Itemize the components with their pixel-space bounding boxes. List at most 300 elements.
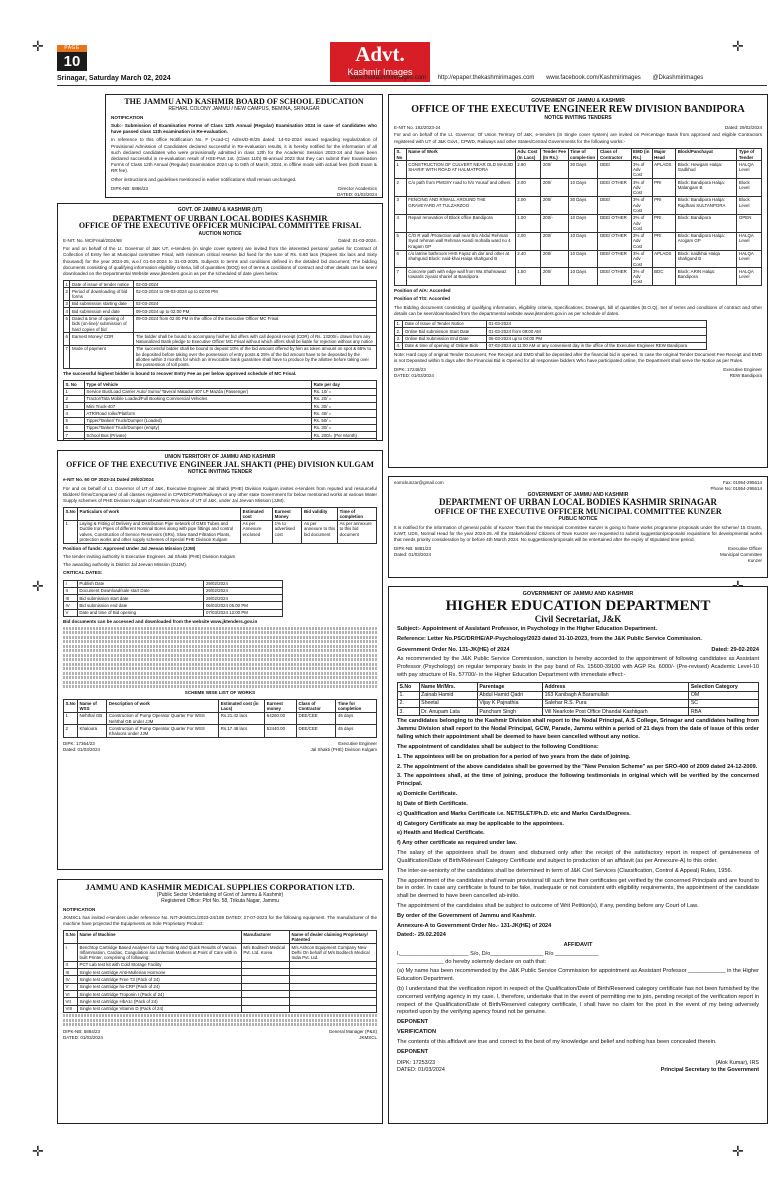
table-cell: 02-03-2024 to 09-03-2024 up to 02:00 PM — [134, 288, 377, 301]
column-header: Major Head — [652, 148, 676, 161]
date-row — [395, 342, 707, 349]
dateline: Srinagar, Saturday March 02, 2024 — [57, 75, 171, 82]
table-cell: 200/ — [541, 196, 568, 214]
contact-fax: Fax: 01954-295614 — [722, 480, 762, 485]
dipk-date: DATED: 01/03/2024 — [63, 1035, 103, 1041]
ad-notice-type: PUBLIC NOTICE — [558, 516, 598, 523]
table-cell: The bidder shall be bound to accompany his/her bid offers with call deposit receipt (CDR) of Rs. 13200/= drawn from any Nationalized Bank pledge to Executive Officer MC Frisal without which offers shall be liable for rejection without any notice — [134, 333, 377, 346]
signatory-org: JKMSCL — [359, 1035, 377, 1041]
appointee-row — [398, 691, 759, 699]
rate-row — [64, 395, 377, 402]
table-cell: PRI — [652, 214, 676, 232]
fine-print-block — [63, 645, 377, 648]
table-cell: 163 Kanibagh A Baramullah — [543, 691, 689, 699]
table-cell: C/O R wall /Protection wall near B/o Abdul Rehman Syed rehman wall Rehman Kandi mohalla ward no 4 Kragam GP — [406, 232, 515, 250]
table-cell — [241, 976, 289, 983]
fine-print-block — [63, 627, 377, 630]
column-header: Manufacturer — [241, 931, 289, 944]
table-cell: APLADS — [652, 161, 676, 179]
table-cell: 200/ — [541, 268, 568, 286]
table-cell: DEE/ OTHER — [598, 250, 631, 268]
ad-subtitle: (Public Sector Undertaking of Govt of Jammu & Kashmir) — [156, 891, 284, 898]
table-cell: 3% of Adv Cost — [631, 250, 652, 268]
column-header: Block/Panchayat — [676, 148, 737, 161]
table-cell: RBA — [689, 708, 759, 716]
column-header: Particulars of work — [78, 508, 241, 521]
dates-table — [394, 320, 707, 350]
page-number-tab — [57, 45, 87, 71]
table-cell: Repair renovation of Block office Bandipora — [406, 214, 515, 232]
affidavit-title: AFFIDAVIT — [563, 942, 593, 949]
by-order: By order of the Government of Jammu and Kashmir. — [397, 912, 536, 919]
rate-row — [64, 424, 377, 431]
table-cell — [312, 439, 377, 441]
table-cell: 6 — [64, 333, 70, 346]
table-cell — [241, 991, 289, 998]
condition-item: 2. The appointment of the above candidates shall be governed by the "New Pension Scheme" as per SRO-400 of 2009 dated 24-12-2009. — [397, 763, 758, 770]
table-cell: 07-03-2024 at 11:00 AM or any convenient day in the office of the Executive Engineer REW Bandipora — [487, 342, 707, 349]
seniority-para: The inter-se-seniority of the candidates shall be determined in term of J&K Civil Services (Classification, Control & Appeal) Rules, 1956. — [397, 867, 733, 874]
verification-heading: VERIFICATION — [397, 1029, 437, 1036]
column-header: Estimated cost (in Lacs) — [219, 700, 265, 713]
ad-signature — [63, 741, 377, 753]
fine-print-block — [63, 1019, 377, 1022]
signatory-place: Kunzer — [747, 557, 762, 563]
table-cell: 5 — [395, 232, 407, 250]
column-header: Name Mr/Mrs. — [419, 683, 477, 691]
deponent-label: DEPONENT — [397, 1019, 429, 1026]
column-header: S. No — [395, 148, 407, 161]
registration-mark-bottom-right: ✛ — [732, 1144, 744, 1160]
affidavit-line: I,______________________ S/o, D/o_________________ R/o ______________ — [397, 951, 599, 958]
table-cell — [241, 969, 289, 976]
ad-title: JAMMU AND KASHMIR MEDICAL SUPPLIES CORPORATION LTD. — [85, 882, 355, 892]
table-cell: 02-03-2024 — [134, 281, 377, 288]
fine-print-block — [63, 649, 377, 652]
table-cell: 4. — [395, 342, 403, 349]
table-cell: 2.40 — [515, 250, 541, 268]
table-cell: Rs. 30/ = — [312, 424, 377, 431]
epaper-link[interactable]: http://epaper.thekashmirimages.com — [437, 75, 535, 81]
table-cell: Laying & Fitting of Delivery and Distribution Pipe network of GMS Tubes and Ductile Iron Pipes of different Nominal Bores along with pipe fittings and control valves, Construction of Service Reservoirs (SRs), Slow Sand Filtration Plants, protection works and other supply schemes of Special PHE Division Kulgam — [78, 520, 241, 543]
table-cell: IV — [64, 976, 78, 983]
table-cell: Period of downloading of bid forms — [70, 288, 134, 301]
table-cell: DEE/ OTHER — [598, 214, 631, 232]
ad-title: OFFICE OF THE EXECUTIVE ENGINEER JAL SHAKTI (PHE) DIVISION KULGAM — [66, 459, 374, 469]
fine-print-block — [63, 640, 377, 643]
ad-notice-type: AUCTION NOTICE — [198, 230, 242, 237]
table-cell — [241, 998, 289, 1005]
table-cell: 1 — [64, 388, 85, 395]
table-cell: 1. — [398, 691, 420, 699]
table-cell: Single test cartridge HbA1c (Pack of 24) — [78, 998, 242, 1005]
table-cell: Mini Truck-407 — [84, 403, 311, 410]
ad-address: REHARL COLONY JAMMU / NEW CAMPUS, BEMINA, SRINAGAR — [168, 106, 320, 113]
ad-heading: NOTIFICATION — [111, 114, 144, 120]
table-cell: 45 days — [336, 712, 377, 725]
table-cell: The successful bidder shall be bound to deposit 10% of the bid amount offered by him as token amount on spot & 65% to be deposited before taking over the possession of entry posts & 25% of the bid amount have to be deposited by the allottee within 3 months for which an irrevocable bank guarantee shall have to produce by the allottee before taking over the possession of toll posts. — [134, 345, 377, 368]
equipment-row — [64, 976, 377, 983]
table-cell: HALQA Level — [737, 250, 762, 268]
table-cell: 10 Days — [568, 250, 598, 268]
work-row — [395, 268, 762, 286]
table-cell: 29/02/2024 — [204, 580, 282, 587]
table-cell: 5 — [64, 417, 85, 424]
condition-item: 1. The appointees will be on probation for a period of two years from the date of joining. — [397, 753, 631, 760]
ad-address: Registered Office: Plot No. 58, Trikuta Nagar, Jammu — [161, 898, 279, 905]
fine-print-block — [63, 658, 377, 661]
table-cell: 2 — [64, 725, 78, 738]
equipment-row — [64, 998, 377, 1005]
signatory-role: Executive Officer — [728, 546, 762, 552]
table-cell: Abdul Hamid Qadri — [477, 691, 542, 699]
condition-item: f) Any other certificate as required under law. — [397, 840, 517, 847]
table-cell: 3 — [395, 196, 407, 214]
table-cell: 1 — [65, 281, 68, 287]
table-cell: 02-03-2024 — [134, 300, 377, 307]
ad-signature — [394, 367, 762, 379]
ad-title: DEPARTMENT OF URBAN LOCAL BODIES KASHMIR — [112, 212, 328, 223]
column-header: Class of Contractor — [598, 148, 631, 161]
table-cell: 7 — [64, 345, 70, 368]
table-cell: 29/02/2024 — [204, 587, 282, 594]
nit-number: e-NIT No. 60 OF 2023-24 Dated 29/02/2024 — [63, 477, 154, 483]
table-cell: 4 — [64, 410, 85, 417]
appointee-row — [398, 708, 759, 716]
table-cell: Rs. 200/= (Per Month) — [312, 432, 377, 439]
deponent-label: DEPONENT — [397, 1048, 429, 1055]
table-cell: I — [64, 944, 78, 962]
table-cell: Single test cartridge Troponin I (Pack of 24) — [78, 991, 242, 998]
table-cell: 10 Days — [568, 179, 598, 197]
table-cell: Date of Issue of Tender Notice — [403, 320, 487, 327]
table-cell: Single test cartridge Vitamin D (Pack of 24) — [78, 1005, 242, 1012]
critical-dates-table — [63, 580, 283, 617]
table-cell: 30 Days — [568, 161, 598, 179]
affidavit-line: _______________ do hereby solemnly declare on oath that: — [397, 959, 547, 966]
fine-print-block — [63, 654, 377, 657]
table-cell: 1 — [64, 712, 78, 725]
fine-print-block — [63, 676, 377, 679]
table-cell: 52440.00 — [265, 725, 297, 738]
column-header: Earnest Money — [273, 508, 302, 521]
conditions-heading: The appointment of candidates shall be subject to the following Conditions: — [397, 743, 599, 750]
ad-jkbose — [105, 94, 383, 198]
table-cell: IV — [64, 602, 78, 609]
column-header: Address — [543, 683, 689, 691]
date-row — [64, 602, 283, 609]
table-cell: Block: Bandipora Halqa: Arogam GP — [676, 232, 737, 250]
annex-title: SCHEME WISE LIST OF WORKS — [184, 690, 256, 696]
table-cell: 30 Days — [568, 196, 598, 214]
appointee-row — [398, 699, 759, 707]
equipment-row — [64, 1005, 377, 1012]
table-cell: Service Bus/Load Carrier Auto/ Sumo/ Tavera/ Matador 407 LP Mazda (Passenger) — [84, 388, 311, 395]
table-cell: 7 — [64, 432, 85, 439]
fine-print-block — [63, 1014, 377, 1017]
table-cell: Zainab Hamid — [419, 691, 477, 699]
table-cell: 6 — [395, 250, 407, 268]
table-cell: DEE/CEE — [296, 725, 335, 738]
column-header: Adv. Cost (In Lacs) — [515, 148, 541, 161]
table-cell: Block: Bandipora — [676, 214, 737, 232]
table-cell: Construction of Pump Operator Quarter For WSS Nehthal GB under JJM — [107, 712, 219, 725]
date-row — [395, 335, 707, 342]
rate-row — [64, 439, 377, 441]
ad-notice-type: NOTICE INVITING TENDER — [188, 468, 252, 475]
table-cell: Construction of Pump Operator Quarter For WSS Khaloora under JJM — [107, 725, 219, 738]
table-cell: 09-03-2024 from 02:00 PM in the office of the Executive Officer MC Frisal — [134, 315, 377, 333]
column-header: S.No — [398, 683, 420, 691]
table-cell: Khaloora — [78, 725, 107, 738]
ts-position: Position of T/S: Accorded — [394, 296, 450, 302]
column-header: Name of Machine — [78, 931, 242, 944]
ad-note: Other instructions and guidelines mentioned in earlier notifications shall remain unchanged. — [111, 176, 297, 182]
schedule-row — [64, 288, 377, 301]
table-cell: Sheetal — [419, 699, 477, 707]
page-label: PAGE — [57, 45, 87, 52]
table-cell: Rs. 50/ = — [312, 417, 377, 424]
equipment-row — [64, 961, 377, 968]
appointees-table — [397, 682, 759, 716]
col-vehicle: Type of Vehicle — [84, 381, 311, 388]
table-cell: SC — [689, 699, 759, 707]
ad-govt: GOVT. OF JAMMU & KASHMIR (UT) — [177, 207, 263, 213]
column-header: Type of Tender — [737, 148, 762, 161]
table-cell: 1 — [64, 520, 78, 543]
table-cell: 2 — [64, 288, 70, 301]
signatory-org: REW Bandipora — [729, 373, 762, 379]
table-cell: Mode of payment — [70, 345, 134, 368]
table-cell: OM — [689, 691, 759, 699]
dipk-date: Dated: 01/03/2024 — [394, 551, 432, 557]
order-reference: Reference: Letter No.PSC/DR/HE/AP-Psychology/2023 dated 31-10-2023, from the J&K Public Service Commission. — [397, 635, 702, 642]
dipk-number: DIPK-NB: 5886/23 — [111, 185, 149, 191]
writ-para: The appointment of the candidates shall be subject to outcome of Writ Petition(s), if any, pending before any Court of Law. — [397, 902, 699, 909]
table-cell: Publish Date — [77, 580, 204, 587]
table-cell: Bid submission end date — [77, 602, 204, 609]
table-cell: 1.00 — [515, 214, 541, 232]
column-header: S.No — [64, 700, 78, 713]
registration-mark-top-left: ✛ — [32, 39, 44, 55]
table-cell: 01-03-2024 — [487, 320, 707, 327]
table-cell: Rs. 40/ = — [312, 410, 377, 417]
dipk-date: DATED: 01/03/2024 — [397, 1066, 445, 1073]
table-cell: M/s Ashcon Equipment Company New Delhi On behalf of M/s Boditech Medical India Pvt. Ltd. — [289, 944, 376, 962]
aa-position: Position of A/A: Accorded — [394, 288, 451, 294]
signatory-role: Director Academics — [338, 185, 377, 191]
signatory-role: Executive Engineer — [723, 367, 762, 373]
ad-jal-shakti-kulgam — [57, 450, 383, 870]
fine-print-block — [63, 685, 377, 688]
ad-title: DEPARTMENT OF URBAN LOCAL BODIES KASHMIR SRINAGAR — [438, 497, 718, 508]
ad-mc-frisal — [57, 203, 383, 441]
twitter-link[interactable]: @Dkashmirimages — [652, 75, 704, 81]
table-cell: HALQA Level — [737, 232, 762, 250]
signatory-org: Jal Shakti (PHE) Division Kulgam — [310, 746, 377, 752]
rate-row — [64, 388, 377, 395]
contact-email[interactable]: eomckunzar@gmail.com — [394, 480, 444, 485]
ad-rew-bandipora — [388, 94, 768, 468]
table-cell: Tractor/Tata Mobile Loaded/Full Booking Commercial Vehicles — [84, 395, 311, 402]
condition-item: d) Category Certificate as may be applicable to the appointees. — [397, 820, 564, 827]
table-cell: III — [64, 595, 78, 602]
column-header: S.No — [64, 931, 78, 944]
column-header: Time for completion — [336, 700, 377, 713]
order-date: Dated: 29-02-2024 — [711, 646, 759, 653]
masthead-subtitle: Kashmir Images — [347, 67, 413, 77]
equipment-table — [63, 930, 377, 1012]
table-cell: Vijay K Pajnathia — [477, 699, 542, 707]
provisional-para: The appointment of the candidates shall remain provisional till such time their certificates get verified by the concerned Principals and are found to be in order. In case any certificate is found to be fake, inadequate or not consistent with eligibility requirements, the appointment of the candidate shall be deemed to have been cancelled ab-initio. — [397, 877, 759, 900]
table-cell: 10 Days — [568, 232, 598, 250]
table-cell: V — [64, 983, 78, 990]
table-cell: 3% of Adv Cost — [631, 161, 652, 179]
verification-text: The contents of this affidavit are true and correct to the best of my knowledge and belief and nothing has been concealed therein. — [397, 1038, 717, 1045]
column-header: Earnest money — [265, 700, 297, 713]
rates-table — [63, 380, 377, 441]
table-cell: Concrete path with edge wall from Wa Shahnawaz towards ziyarat sharief at Bandipora — [406, 268, 515, 286]
work-row — [64, 520, 377, 543]
column-header: Name of dealer claiming Proprietary/ Patented — [289, 931, 376, 944]
equipment-row — [64, 969, 377, 976]
table-cell: 10 Days — [568, 268, 598, 286]
table-cell: Bid submission starting date — [70, 300, 134, 307]
table-cell: 3. — [398, 708, 420, 716]
table-cell: Nehthal GB — [78, 712, 107, 725]
ad-reference — [63, 238, 377, 244]
signatory-role: General Manager (P&S) — [328, 1029, 377, 1035]
table-cell — [84, 439, 311, 441]
table-cell: Block: Bandipora Halqa: Malangam B — [676, 179, 737, 197]
table-cell: VII — [64, 998, 78, 1005]
table-cell: Tipper/Tanker/ Truck/Dumper (empty) — [84, 424, 311, 431]
column-header: Bid validity — [302, 508, 338, 521]
work-row — [395, 196, 762, 214]
order-intro: As recommended by the J&K Public Service Commission, sanction is hereby accorded to the appointment of following candidates as Assistant Professor (Psychology) on regular temporary basis in the pay band of Rs. 15600-39100 with AGP Rs. 6000/- (Pre-revised) Academic Level-10 with pay structure of Rs. 57700/- in the Higher Education Department with immediate effect:- — [397, 656, 759, 678]
date-row — [395, 320, 707, 327]
table-cell: Date & time of opening of Online Bids — [403, 342, 487, 349]
table-cell: M/s Boditech Medical Pvt. Ltd. Korea — [241, 944, 289, 962]
table-cell: 06-03-2024 up to 04:00 PM — [487, 335, 707, 342]
ad-title: OFFICE OF THE EXECUTIVE ENGINEER REW DIVISION BANDIPORA — [411, 103, 745, 115]
critical-dates-heading: CRITICAL DATES: — [63, 570, 103, 576]
table-cell: 3% of Adv Cost — [631, 196, 652, 214]
fine-print-block — [63, 672, 377, 675]
table-cell: HALQA Level — [737, 268, 762, 286]
work-row — [395, 214, 762, 232]
dipk-number: DIPK-NB: 5884/23 — [63, 1029, 101, 1035]
table-cell: VIII — [64, 1005, 78, 1012]
ad-subject: Sub:- Submission of Examination Forms of Class 12th Annual (Regular) Examination 2024 in case of candidates who have passed class 11th examination in Re-evaluation. — [111, 123, 377, 135]
facebook-link[interactable]: www.facebook.com/Kashmirimages — [546, 75, 641, 81]
website-link[interactable]: www.thekashmirimages.com — [350, 75, 427, 81]
table-cell — [289, 969, 376, 976]
column-header: Description of work — [107, 700, 219, 713]
dipk-number: DIPK-NB: 5881/23 — [394, 546, 432, 552]
page-number: 10 — [63, 53, 81, 70]
table-cell: Pancham Singh — [477, 708, 542, 716]
table-cell: Bid submission end date — [70, 308, 134, 315]
condition-item: e) Health and Medical Certificate. — [397, 830, 485, 837]
ad-govt: GOVERNMENT OF JAMMU AND KASHMIR — [527, 491, 629, 498]
table-cell: As per annexure to this bid document — [338, 520, 377, 543]
table-cell: 2. — [395, 328, 403, 335]
table-cell: ATR/Road roller/Platform — [84, 410, 311, 417]
table-cell: Block: naidkhai Halqa shahgund B — [676, 250, 737, 268]
table-cell: DEE/ OTHER — [598, 179, 631, 197]
ad-body: For and on behalf of the Lt. Governor, Of Union Territory Of J&K, e-tenders (In Single cover system) are invited on Percentage Basis from approved and eligible Contractors registered with UT of J&K Govt., CPWD, Railways and other States/Central Governments for the following works:- — [394, 132, 762, 144]
equipment-row — [64, 944, 377, 962]
date-row — [64, 587, 283, 594]
ad-body: For and on behalf of Lt. Governor of UT of J&K, Executive Engineer Jal Shakti (PHE) Division Kulgam invites e-tenders from reputed and resourceful Bidders/ firms/Companies/ of all classes registered in CPWD/CPWD/Railways or any other state Government for below mentioned works at various Water Supply schemes of PHE Division Kulgam of Kashmir Province of UT of J&K, under Jal Jeevan Mission (JJM). — [63, 485, 377, 503]
col-sno: S. No — [64, 381, 85, 388]
table-cell: Vill Nearkote Post Office Dhandal Kashtigarh — [543, 708, 689, 716]
annexure-title: Annexure-A to Government Order No.- 131-JK(HE) of 2024 — [397, 922, 552, 929]
table-cell: Tipper/Tanker/ Truck/Dumper (Loaded) — [84, 417, 311, 424]
ad-title: HIGHER EDUCATION DEPARTMENT — [445, 598, 711, 615]
table-cell: PRI — [652, 179, 676, 197]
column-header: Class of Contractor — [296, 700, 335, 713]
table-cell: 3. — [395, 335, 403, 342]
table-cell: 200/ — [541, 179, 568, 197]
table-cell: 2.90 — [515, 161, 541, 179]
table-cell: Online Bid submission Start Date — [403, 328, 487, 335]
table-cell: II — [64, 587, 78, 594]
table-cell: Earnest Money/ CDR — [70, 333, 134, 346]
table-cell: FENCING AND R/WALL AROUND THE GRAVEYARD AT TULZARZOO — [406, 196, 515, 214]
contact-row — [394, 480, 762, 492]
table-cell: I — [64, 580, 78, 587]
table-cell: OPEN — [737, 214, 762, 232]
table-cell: 2 — [395, 179, 407, 197]
registration-mark-bottom-left: ✛ — [32, 1144, 44, 1160]
table-cell: Rs.21.42 lacs — [219, 712, 265, 725]
table-cell: Rs. 10/ = — [312, 388, 377, 395]
date-row — [64, 609, 283, 616]
table-cell: 3% of Adv Cost — [631, 268, 652, 286]
table-cell: 200/ — [541, 250, 568, 268]
ad-signature — [397, 1060, 759, 1074]
signatory-name: (Alok Kumar), IRS — [715, 1059, 759, 1066]
table-cell: 2.00 — [515, 196, 541, 214]
table-cell: Dr. Anupam Lata — [419, 708, 477, 716]
table-cell: Single test cartridge hs-CRP (Pack of 24) — [78, 983, 242, 990]
dipk-date: Dated: 01/03/2024 — [63, 746, 101, 752]
table-cell: VI — [64, 991, 78, 998]
signatory-org: Municipal Committee — [719, 551, 762, 557]
table-cell: 10 Days — [568, 214, 598, 232]
table-cell: Block: Bandipora Halqa: Rajdhani SULTANPORA — [676, 196, 737, 214]
table-cell: Document Download/sale start Date — [77, 587, 204, 594]
ad-higher-education — [388, 586, 768, 1124]
table-cell: 200/ — [541, 161, 568, 179]
table-cell: 1.50 — [515, 268, 541, 286]
ad-signature — [63, 1029, 377, 1041]
ad-notice-type: NOTICE INVITING TENDERS — [544, 115, 612, 121]
col-rate: Rate per day — [312, 381, 377, 388]
table-cell: Block: Hewgam Halqa: Gadkhud — [676, 161, 737, 179]
signatory-date: DATED: 01/02/2024 — [337, 191, 377, 197]
condition-item: 3. The appointees shall, at the time of joining, produce the following testimonials in original which will be verified by the concerned Principal. — [397, 773, 759, 788]
table-cell: As per Annexure enclosed — [241, 520, 273, 543]
table-cell: 6 — [64, 424, 85, 431]
table-cell: 07/03/2024 12:00 PM — [204, 609, 282, 616]
annex-row — [64, 712, 377, 725]
table-cell: 09-03-2024 up to 02:00 PM — [134, 308, 377, 315]
table-cell: III — [64, 969, 78, 976]
ad-govt: GOVERNMENT OF JAMMU & KASHMIR — [531, 98, 625, 104]
